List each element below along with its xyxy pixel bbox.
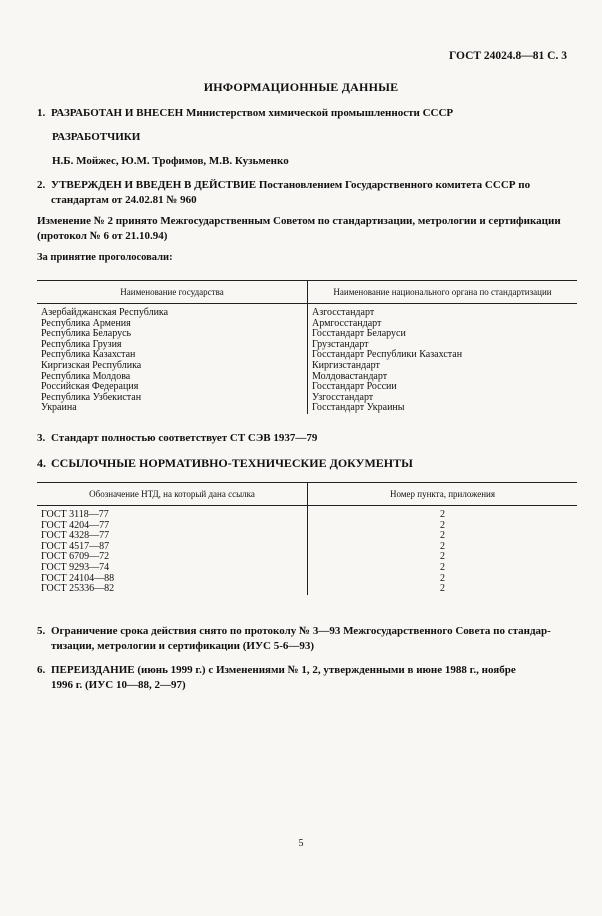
section-4 <box>37 456 413 471</box>
running-header: ГОСТ 24024.8—81 С. 3 <box>448 50 567 62</box>
section-3-number: 3. <box>37 432 46 444</box>
refs-table-header-clause: Номер пункта, приложения <box>308 483 578 506</box>
table-row <box>37 304 577 319</box>
state-cell: Республика Армения <box>41 317 131 329</box>
clause-cell: 2 <box>308 584 578 595</box>
section-5-number: 5. <box>37 625 46 637</box>
states-table-header-body: Наименование национального органа по стандартизации <box>308 281 578 304</box>
body-cell: Узгосстандарт <box>308 393 578 404</box>
developers-label: РАЗРАБОТЧИКИ <box>52 131 141 143</box>
developers-names: Н.Б. Мойжес, Ю.М. Трофимов, М.В. Кузьменко <box>52 155 289 167</box>
section-2-line-1: УТВЕРЖДЕН И ВВЕДЕН В ДЕЙСТВИЕ Постановлением Государственного комитета СССР по <box>51 179 531 191</box>
state-cell: Республика Беларусь <box>41 328 132 340</box>
references-table <box>37 482 577 595</box>
table-row <box>37 574 577 585</box>
change-note-line-1: Изменение № 2 принято Межгосударственным Советом по стандартизации, метрологии и сертификации <box>37 215 561 227</box>
state-cell: Республика Казахстан <box>41 349 136 361</box>
doc-cell: ГОСТ 24104—88 <box>41 572 115 584</box>
states-table-header-state: Наименование государства <box>37 281 308 304</box>
doc-cell: ГОСТ 6709—72 <box>41 551 110 563</box>
section-4-text: ССЫЛОЧНЫЕ НОРМАТИВНО-ТЕХНИЧЕСКИЕ ДОКУМЕНТЫ <box>51 456 413 470</box>
section-3 <box>37 431 317 446</box>
section-1-number: 1. <box>37 107 46 119</box>
table-row <box>37 506 577 521</box>
body-cell: Киргизстандарт <box>308 361 578 372</box>
state-cell: Азербайджанская Республика <box>41 307 169 318</box>
table-row <box>37 563 577 574</box>
state-cell: Украина <box>41 402 77 414</box>
change-note <box>37 214 577 244</box>
section-3-text: Стандарт полностью соответствует СТ СЭВ 1937—79 <box>51 432 318 444</box>
table-row <box>37 552 577 563</box>
table-row <box>37 403 577 414</box>
table-row <box>37 542 577 553</box>
clause-cell: 2 <box>308 574 578 585</box>
body-cell: Армгосстандарт <box>308 319 578 330</box>
doc-cell: ГОСТ 9293—74 <box>41 561 110 573</box>
table-row <box>37 393 577 404</box>
section-2-line-2: стандартам от 24.02.81 № 960 <box>51 194 197 206</box>
doc-cell: ГОСТ 3118—77 <box>41 509 109 520</box>
body-cell: Госстандарт Республики Казахстан <box>308 350 578 361</box>
doc-cell: ГОСТ 4328—77 <box>41 530 110 542</box>
body-cell: Молдовастандарт <box>308 372 578 383</box>
body-cell: Азгосстандарт <box>308 304 578 319</box>
table-row <box>37 521 577 532</box>
body-cell: Госстандарт Беларуси <box>308 329 578 340</box>
body-cell: Грузстандарт <box>308 340 578 351</box>
page-number: 5 <box>298 838 304 849</box>
section-6-line-1: ПЕРЕИЗДАНИЕ (июнь 1999 г.) с Изменениями № 1, 2, утвержденными в июне 1988 г., ноябре <box>51 664 516 676</box>
section-6-number: 6. <box>37 664 46 676</box>
table-row <box>37 531 577 542</box>
section-5 <box>37 624 577 654</box>
clause-cell: 2 <box>308 506 578 521</box>
section-2-number: 2. <box>37 179 46 191</box>
states-table <box>37 280 577 414</box>
body-cell: Госстандарт Украины <box>308 403 578 414</box>
clause-cell: 2 <box>308 531 578 542</box>
voted-label: За принятие проголосовали: <box>37 252 173 263</box>
page-title: ИНФОРМАЦИОННЫЕ ДАННЫЕ <box>203 80 399 94</box>
section-6-line-2: 1996 г. (ИУС 10—88, 2—97) <box>51 679 186 691</box>
section-5-line-1: Ограничение срока действия снято по протоколу № 3—93 Межгосударственного Совета по стандар- <box>51 625 551 637</box>
state-cell: Российская Федерация <box>41 381 139 393</box>
state-cell: Республика Грузия <box>41 338 122 350</box>
state-cell: Республика Молдова <box>41 370 131 382</box>
clause-cell: 2 <box>308 542 578 553</box>
table-row <box>37 584 577 595</box>
change-note-line-2: (протокол № 6 от 21.10.94) <box>37 230 168 242</box>
clause-cell: 2 <box>308 552 578 563</box>
section-1 <box>37 106 453 121</box>
doc-cell: ГОСТ 4204—77 <box>41 519 110 531</box>
table-row <box>37 361 577 372</box>
clause-cell: 2 <box>308 563 578 574</box>
state-cell: Киргизская Республика <box>41 359 142 371</box>
section-6 <box>37 663 577 693</box>
section-5-line-2: тизации, метрологии и сертификации (ИУС 5-6—93) <box>51 640 315 652</box>
refs-table-header-doc: Обозначение НТД, на который дана ссылка <box>37 483 308 506</box>
body-cell: Госстандарт России <box>308 382 578 393</box>
section-2 <box>37 178 577 208</box>
section-4-number: 4. <box>37 456 46 470</box>
clause-cell: 2 <box>308 521 578 532</box>
section-1-text: РАЗРАБОТАН И ВНЕСЕН Министерством химической промышленности СССР <box>51 107 454 119</box>
doc-cell: ГОСТ 4517—87 <box>41 540 110 552</box>
doc-cell: ГОСТ 25336—82 <box>41 583 115 595</box>
state-cell: Республика Узбекистан <box>41 391 142 403</box>
